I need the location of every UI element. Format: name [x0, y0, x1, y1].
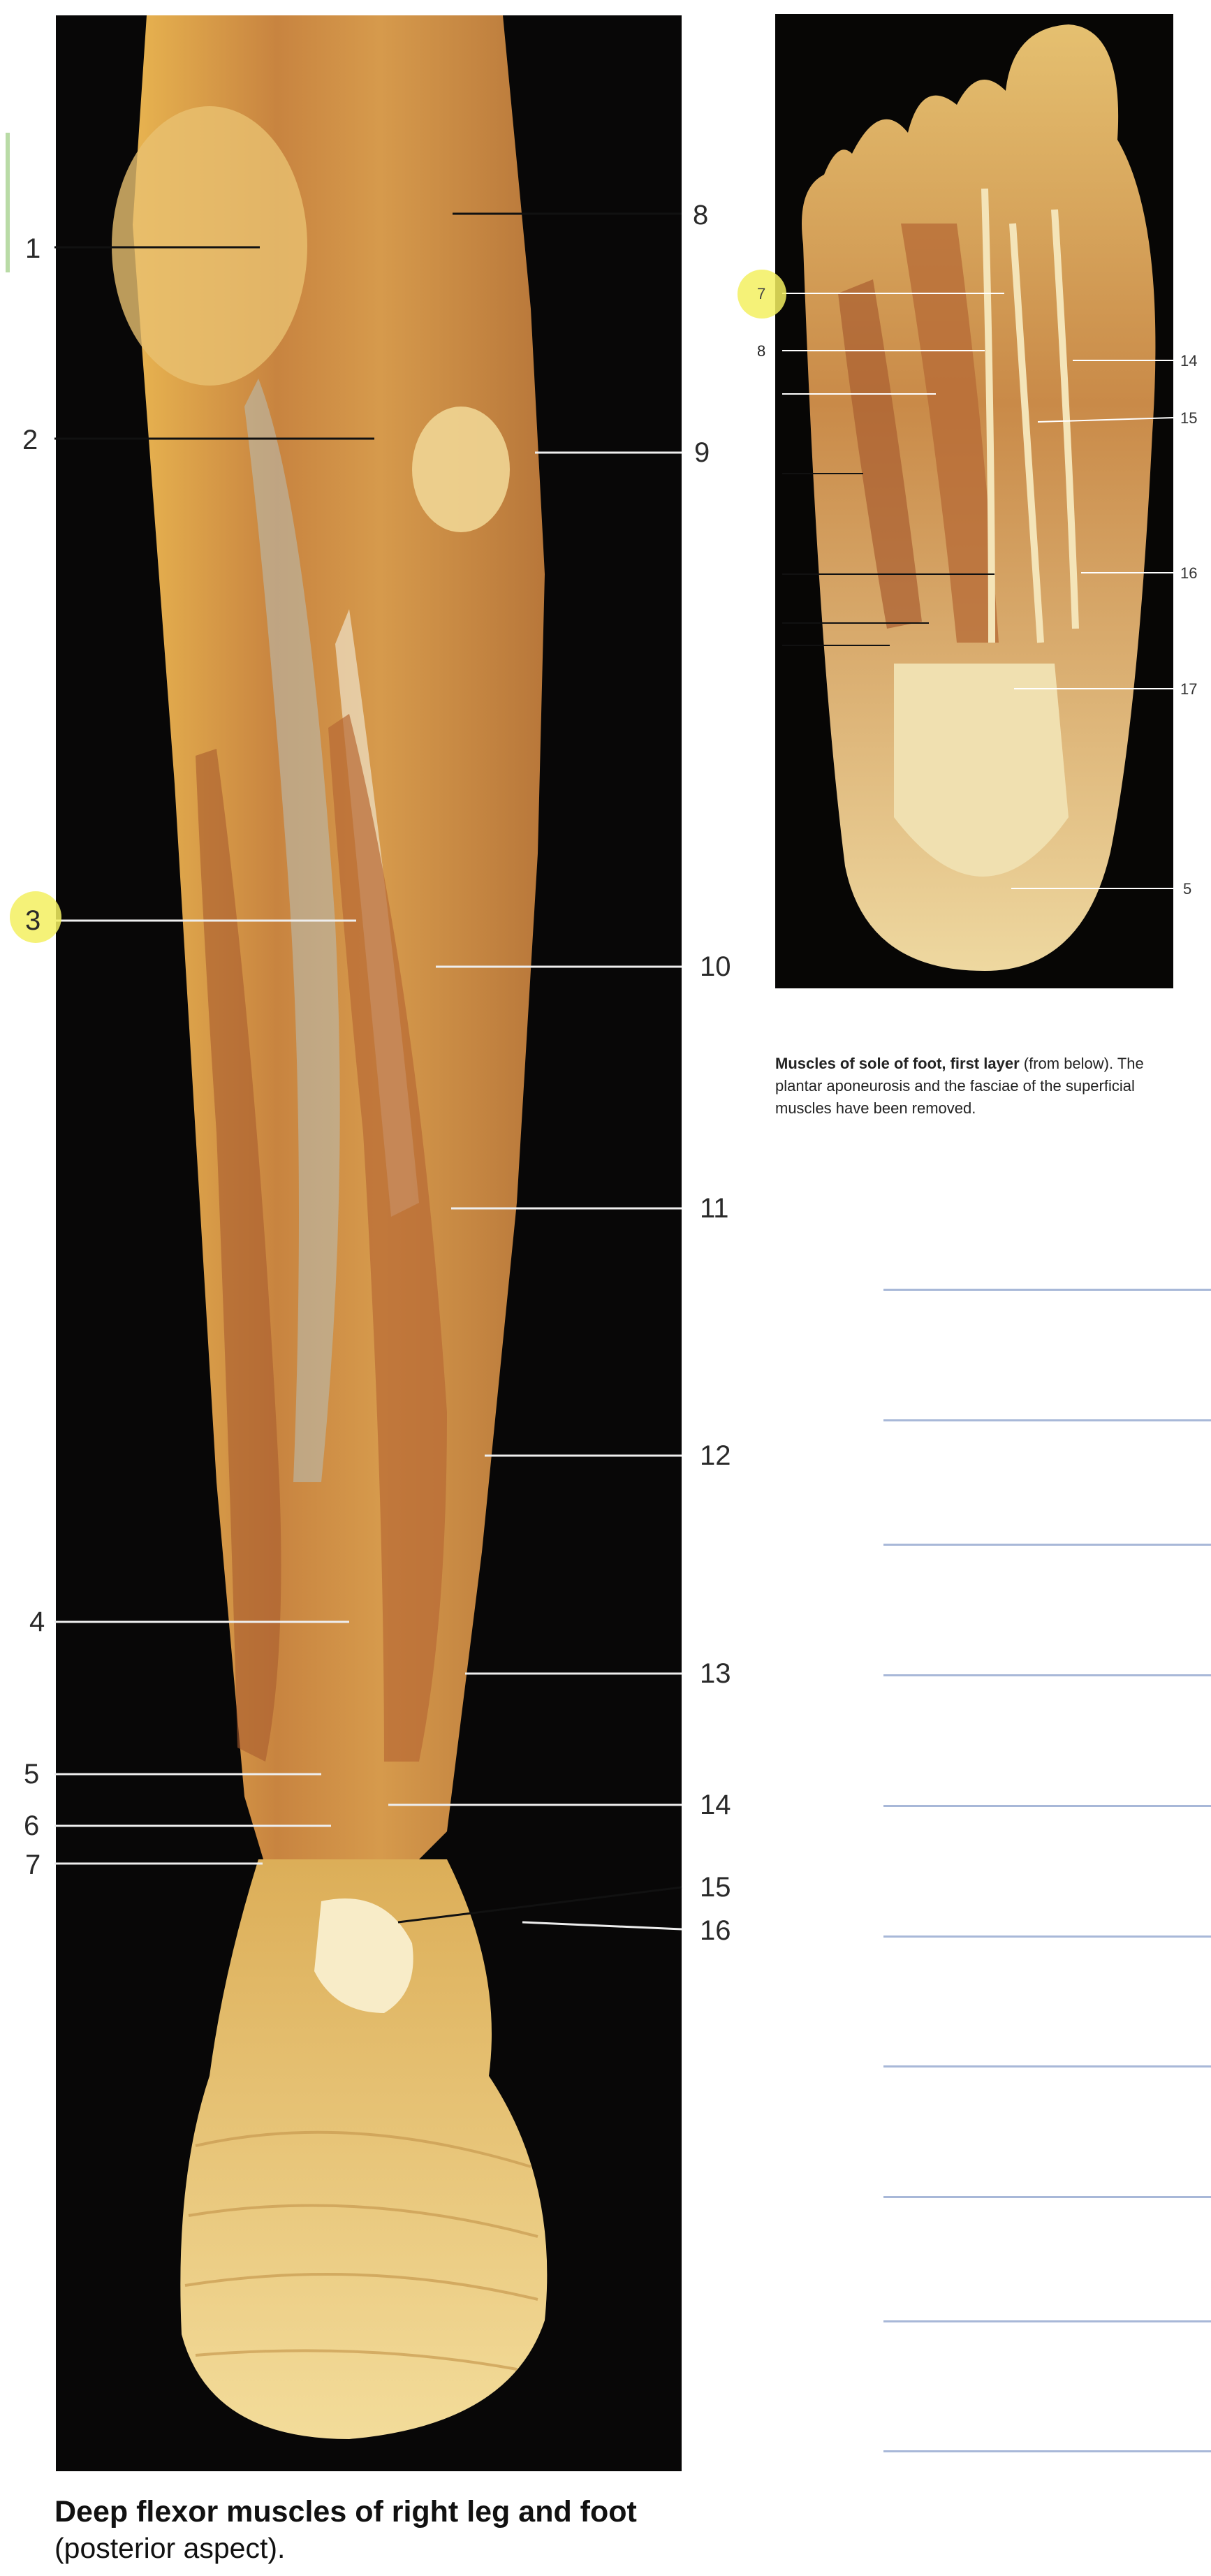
main-label-13: 13: [700, 1658, 731, 1689]
answer-line[interactable]: [883, 1289, 1211, 1291]
main-label-12: 12: [700, 1440, 731, 1471]
leg-caption-subtitle: (posterior aspect).: [54, 2532, 286, 2564]
answer-line[interactable]: [883, 2065, 1211, 2068]
main-label-3: 3: [25, 905, 41, 936]
main-label-10: 10: [700, 951, 731, 982]
foot-label-9: 9: [757, 386, 766, 403]
answer-line[interactable]: [883, 2196, 1211, 2198]
foot-label-12: 12: [751, 613, 769, 631]
foot-label-13: 13: [751, 637, 769, 654]
foot-label-11: 11: [751, 566, 768, 583]
main-label-5: 5: [24, 1759, 40, 1790]
main-label-1: 1: [25, 233, 41, 264]
foot-label-14: 14: [1180, 352, 1198, 369]
foot-label-16: 16: [1180, 564, 1198, 582]
answer-line[interactable]: [883, 1805, 1211, 1807]
sole-caption-title: Muscles of sole of foot, first layer: [775, 1055, 1020, 1072]
leg-figure-caption: [54, 2494, 753, 2566]
main-label-16: 16: [700, 1915, 731, 1946]
sole-caption-text: (from below). The plantar aponeurosis and the fasciae of the superficial muscles have been removed.: [775, 1055, 1144, 1117]
sole-figure-caption: [775, 1053, 1194, 1120]
foot-label-17: 17: [1180, 680, 1198, 698]
leg-caption-title: Deep flexor muscles of right leg and foot: [54, 2495, 637, 2529]
foot-label-8: 8: [757, 342, 766, 360]
answer-line[interactable]: [883, 1674, 1211, 1676]
foot-label-7: 7: [757, 285, 766, 302]
answer-line[interactable]: [883, 2450, 1211, 2452]
main-label-2: 2: [22, 425, 38, 455]
foot-label-10: 10: [751, 465, 769, 483]
main-label-4: 4: [29, 1607, 45, 1637]
foot-label-15: 15: [1180, 409, 1198, 427]
main-label-8: 8: [693, 200, 709, 230]
main-label-11: 11: [700, 1193, 729, 1224]
answer-line[interactable]: [883, 1419, 1211, 1421]
main-label-15: 15: [700, 1872, 731, 1903]
main-label-6: 6: [24, 1810, 40, 1841]
main-label-7: 7: [25, 1850, 41, 1880]
foot-label-5: 5: [1183, 880, 1192, 898]
answer-line[interactable]: [883, 1544, 1211, 1546]
answer-line[interactable]: [883, 2320, 1211, 2322]
main-label-9: 9: [694, 437, 710, 468]
answer-line[interactable]: [883, 1935, 1211, 1938]
main-label-14: 14: [700, 1790, 731, 1820]
